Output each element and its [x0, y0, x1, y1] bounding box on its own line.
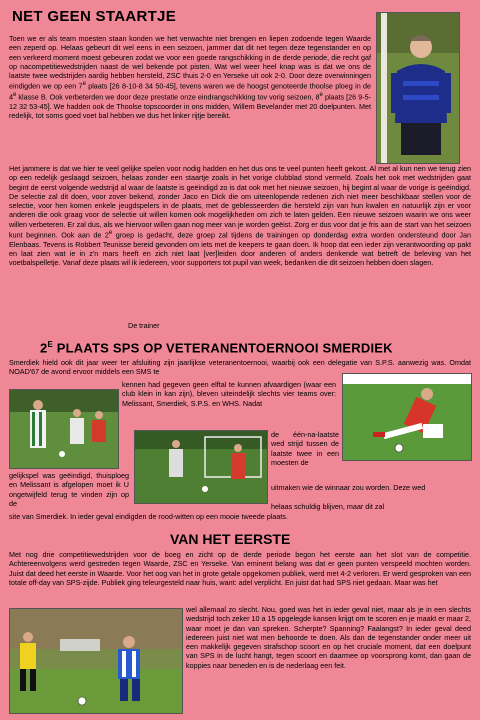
article1-body-bottom: Het jammere is dat we hier te veel gelijke spelen voor nodig hadden en het dus ons te veel punten heeft gekost. Al met al kun nen we terug zien op een redelijk geslaagd seizoen, helaas zonder een staartje zoals in het vorige clubblad stond vermeld. Zoals het ook met wedstrijden gaat begint de eerst volgende wedstrijd al waar de laatste is geëindigd zo is dat ook met het nieuwe seizoen, hij begint al waar de vorige is geëindigd. De selectie zal dit doen, voor zover bekend, zonder Jaco en Dick die om uiteenlopende redenen zich niet meer beschikbaar stellen voor de selectie, voor hen komen enkele jeugdspelers in de plaats, met de geblesseerden die hersteld zijn van hun kwalen en natuurlijk zijn er voor anderen die ook graag voor de selectie uit willen komen ook mogelijkheden om zich te laten gelden. Een nieuwe seizoen waarin we ons weer willen verbeteren. Er zal dus, als we hiervoor willen gaan nog meer van je worden geëist. Zorg er dus voor dat je fris aan de start van het seizoen kunt beginnen. Ook aan de 2e groep is gedacht, deze groep zal tijdens de trainingen op donderdag extra worden ondersteund door Jan Elenbaas. Tevens is Robbert Teunisse bereid gevonden om iets met de keepers te gaan doen. Ik hoop dat een ieder zijn verantwoording op pakt en laat zien wat ie in z'n mars heeft en zich niet laat [ver]leiden door anderen of anders denkende wat betreft de beleving van het voetbalspelletje. Vanaf deze plaats wil ik iedereen, voor supporters tot pupil van week, bedanken die dit seizoen hebben doen slagen. — [9, 164, 471, 268]
signature: De trainer — [128, 321, 160, 330]
photo-veterans-3 — [342, 373, 472, 461]
veterans-match-image-2 — [135, 431, 267, 503]
article2-outro-a: uitmaken wie de winnaar zou worden. Deze wed — [271, 483, 426, 492]
photo-first-team — [9, 608, 183, 714]
article2-intro: Smerdiek hield ook dit jaar weer ter afsluiting zijn jaarlijkse veteranentoernooi, waarbij ook een delegatie van S.P.S. aanwezig was. Omdat NOAD'67 de avond ervoor middels een SMS te — [9, 358, 471, 377]
photo-trainer — [376, 12, 460, 164]
article2-col1: kennen had gegeven geen elftal te kunnen afvaardigen (waar een club klein in kan zijn), bleven uiteindelijk slechts vier teams over: Melissant, Smerdiek, S.P.S. en WHS. Nadat — [122, 380, 336, 408]
article2-left-col: gelijkspel was geëindigd, thuisploeg en Melissant is afgelopen moet ik U ongetwijfeld terug te vinden zijn op de — [9, 471, 129, 508]
first-team-match-image — [10, 609, 182, 713]
photo-veterans-1 — [9, 389, 119, 469]
article3-right: wel allemaal zo slecht. Nou, goed was het in ieder geval niet, maar als je in een slechts wedstrijd toch zeker 10 a 15 opgelegde kansen krijgt om te scoren en je maakt er maar 2, waar moet je dan van spreken. Scherpte? Spanning? Faalangst? In ieder geval deed iedereen juist niet wat men behoorde te doen. Als dan de tegenstander onder meer uit een makkelijk gegeven strafschop scoort en op het cruciale moment, dat een doelpunt van SPS in de lucht hangt, tegen scoort en daarmee op voorsprong komt, dan gaan de koppies naar beneden en is de nederlaag een feit. — [186, 605, 471, 670]
article-title-van-het-eerste: VAN HET EERSTE — [170, 531, 291, 547]
article3-intro: Met nog drie competitiewedstrijden voor de boeg en zicht op de derde periode begon het eerste aan het slot van de competitie. Achtereenvolgens werd gestreden tegen Waarde, ZSC en Yerseke. Van eminent belang was dat er geen punten verspeeld mochten worden. Juist dat deed het eerste in Waarde. Voor het oog van het in grote getale opgekomen publiek, werd met 4-2 verloren. Er werd gesproken van een totale off-day van SPS-zijde. Publiek ging teleurgesteld naar huis, want: adel verplicht. En juist dat had SPS niet gedaan. Maar was het — [9, 550, 471, 587]
article1-body-top: Toen we er als team moesten staan konden we het verwachte niet brengen en liepen zodoende tegen Waarde een zeperd op. Helaas gebeurt dit wel eens in een seizoen, jammer dat dit net tegen deze tegenstander en op een verkeerd moment moest gebeuren zodat we voor een goede rangschikking in de derde periode, die recht gaf op nacompetitiewedstrijden naast de wel bekende pot pisten. Wat wel weer heel knap was is dat we ons de laatste twee wedstrijden aardig hebben hersteld, ZSC thuis 2-0 en Yerseke uit ook 2-0. Door deze overwinningen eindigden we op een 7e plaats [26 8-10-8 34 50-45], tevens waren we de hoogst genoteerde thoolse ploeg in de 4e klasse B. Ook verbeterden we door deze prestatie onze eindrangschikking tov vorig seizoen, 8e plaats [26 9-5-12 32 53-45]. We hadden ook de Thoolse topscoorder in ons midden, Willem Bevelander met 20 doelpunten. Met redelijk, tot soms goed voet bal hebben we dus het linker rijtje bereikt. — [9, 34, 371, 121]
article-title-veteranentoernooi: $2^E$ PLAATS SPS OP VETERANENTOERNOOI SMERDIEK — [40, 340, 393, 356]
veterans-match-image-3 — [343, 374, 471, 460]
article2-col2: de één-na-laatste wed strijd tussen de laatste twee in een moesten de — [271, 430, 339, 467]
trainer-image — [377, 13, 459, 163]
veterans-match-image-1 — [10, 390, 118, 468]
article-title-net-geen-staartje: NET GEEN STAARTJE — [12, 8, 177, 25]
photo-veterans-2 — [134, 430, 268, 504]
article2-outro-c: site van Smerdiek. In ieder geval eindigden de rood-witten op een mooie tweede plaats. — [9, 512, 288, 521]
article2-outro-b: helaas schuldig blijven, maar dit zal — [271, 502, 385, 511]
